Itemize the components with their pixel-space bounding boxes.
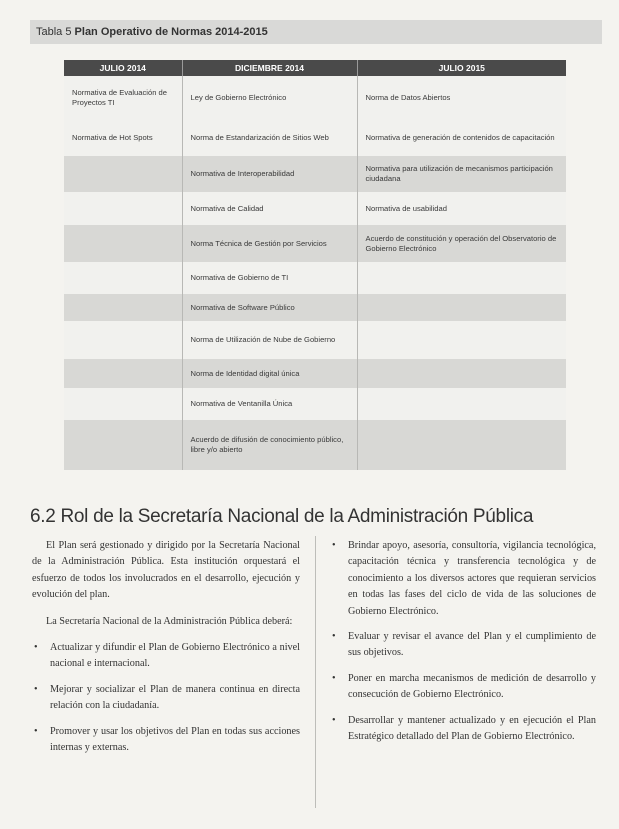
list-item	[330, 538, 596, 620]
table-cell	[64, 262, 182, 294]
column-divider	[315, 536, 316, 808]
bullet-icon: •	[332, 714, 336, 726]
list-item-text: Poner en marcha mecanismos de medición de desarrollo y consecución de Gobierno Electrónico.	[348, 672, 596, 701]
list-item-text: Brindar apoyo, asesoría, consultoría, vigilancia tecnológica, capacitación técnica y transferencia tecnológica y de conocimiento a los diversos actores que requieran servicios en todas las fases del ciclo de vida de las soluciones de Gobierno Electrónico.	[348, 540, 596, 617]
bullet-list	[32, 640, 300, 756]
table-cell: Normativa de Gobierno de TI	[182, 262, 357, 294]
table-cell	[357, 359, 566, 388]
table-row	[64, 192, 566, 225]
table-cell	[357, 388, 566, 420]
table-caption	[30, 20, 602, 44]
table-cell: Norma de Utilización de Nube de Gobierno	[182, 321, 357, 359]
list-item-text: Promover y usar los objetivos del Plan en todas sus acciones internas y externas.	[50, 725, 300, 754]
table-cell: Normativa de Ventanilla Única	[182, 388, 357, 420]
table-row	[64, 388, 566, 420]
list-item	[330, 629, 596, 662]
table-cell	[64, 192, 182, 225]
table-cell	[64, 359, 182, 388]
table-cell: Normativa de usabilidad	[357, 192, 566, 225]
table-cell: Norma Técnica de Gestión por Servicios	[182, 225, 357, 262]
column-header: DICIEMBRE 2014	[182, 60, 357, 76]
table-cell: Norma de Identidad digital única	[182, 359, 357, 388]
bullet-icon: •	[34, 642, 38, 654]
list-item	[330, 713, 596, 746]
table-cell	[64, 156, 182, 192]
left-column	[32, 538, 300, 765]
table-cell	[357, 420, 566, 470]
table-cell: Acuerdo de difusión de conocimiento público, libre y/o abierto	[182, 420, 357, 470]
list-item	[32, 682, 300, 715]
list-item-text: Evaluar y revisar el avance del Plan y el cumplimiento de sus objetivos.	[348, 631, 596, 659]
bullet-icon: •	[332, 540, 336, 551]
paragraph: El Plan será gestionado y dirigido por la Secretaría Nacional de la Administración Pública. Esta institución orquestará el esfuerzo de todos los involucrados en el desarrollo, ejecución y evolución del plan.	[32, 540, 300, 601]
list-item	[330, 671, 596, 704]
table-cell: Acuerdo de constitución y operación del Observatorio de Gobierno Electrónico	[357, 225, 566, 262]
column-header: JULIO 2015	[357, 60, 566, 76]
table-cell	[64, 321, 182, 359]
table-cell: Normativa de Software Público	[182, 294, 357, 321]
list-item-text: Mejorar y socializar el Plan de manera continua en directa relación con la ciudadanía.	[50, 683, 300, 712]
plan-table	[64, 60, 566, 470]
table-cell	[357, 262, 566, 294]
list-item-text: Actualizar y difundir el Plan de Gobierno Electrónico a nivel nacional e internacional.	[50, 642, 300, 670]
table-cell: Normativa de Calidad	[182, 192, 357, 225]
table-cell: Normativa de Evaluación de Proyectos TI	[64, 76, 182, 120]
table-row	[64, 420, 566, 470]
bullet-icon: •	[332, 631, 336, 643]
table-cell	[64, 388, 182, 420]
table-cell: Normativa para utilización de mecanismos participación ciudadana	[357, 156, 566, 192]
list-item	[32, 640, 300, 673]
table-cell: Normativa de Hot Spots	[64, 120, 182, 156]
column-header: JULIO 2014	[64, 60, 182, 76]
bullet-icon: •	[332, 672, 336, 684]
table-cell: Normativa de generación de contenidos de capacitación	[357, 120, 566, 156]
table-cell: Norma de Estandarización de Sitios Web	[182, 120, 357, 156]
table-cell	[64, 420, 182, 470]
table-row	[64, 76, 566, 120]
table-row	[64, 156, 566, 192]
caption-title: Plan Operativo de Normas 2014-2015	[74, 26, 268, 38]
caption-label: Tabla 5	[36, 26, 72, 38]
table-cell: Norma de Datos Abiertos	[357, 76, 566, 120]
table-cell: Ley de Gobierno Electrónico	[182, 76, 357, 120]
table-cell	[64, 225, 182, 262]
table-cell	[357, 294, 566, 321]
bullet-icon: •	[34, 725, 38, 737]
table-row	[64, 321, 566, 359]
section-title: 6.2 Rol de la Secretaría Nacional de la Administración Pública	[30, 506, 534, 527]
list-item-text: Desarrollar y mantener actualizado y en ejecución el Plan Estratégico detallado del Plan de Gobierno Electrónico.	[348, 714, 596, 743]
table-row	[64, 225, 566, 262]
table-cell	[64, 294, 182, 321]
list-item	[32, 724, 300, 757]
table-header-row	[64, 60, 566, 76]
table-row	[64, 262, 566, 294]
table-cell	[357, 321, 566, 359]
table-row	[64, 120, 566, 156]
table-row	[64, 359, 566, 388]
paragraph: La Secretaría Nacional de la Administración Pública deberá:	[46, 615, 293, 627]
bullet-icon: •	[34, 683, 38, 695]
table-row	[64, 294, 566, 321]
bullet-list	[330, 538, 596, 745]
table-cell: Normativa de Interoperabilidad	[182, 156, 357, 192]
right-column	[330, 538, 596, 754]
